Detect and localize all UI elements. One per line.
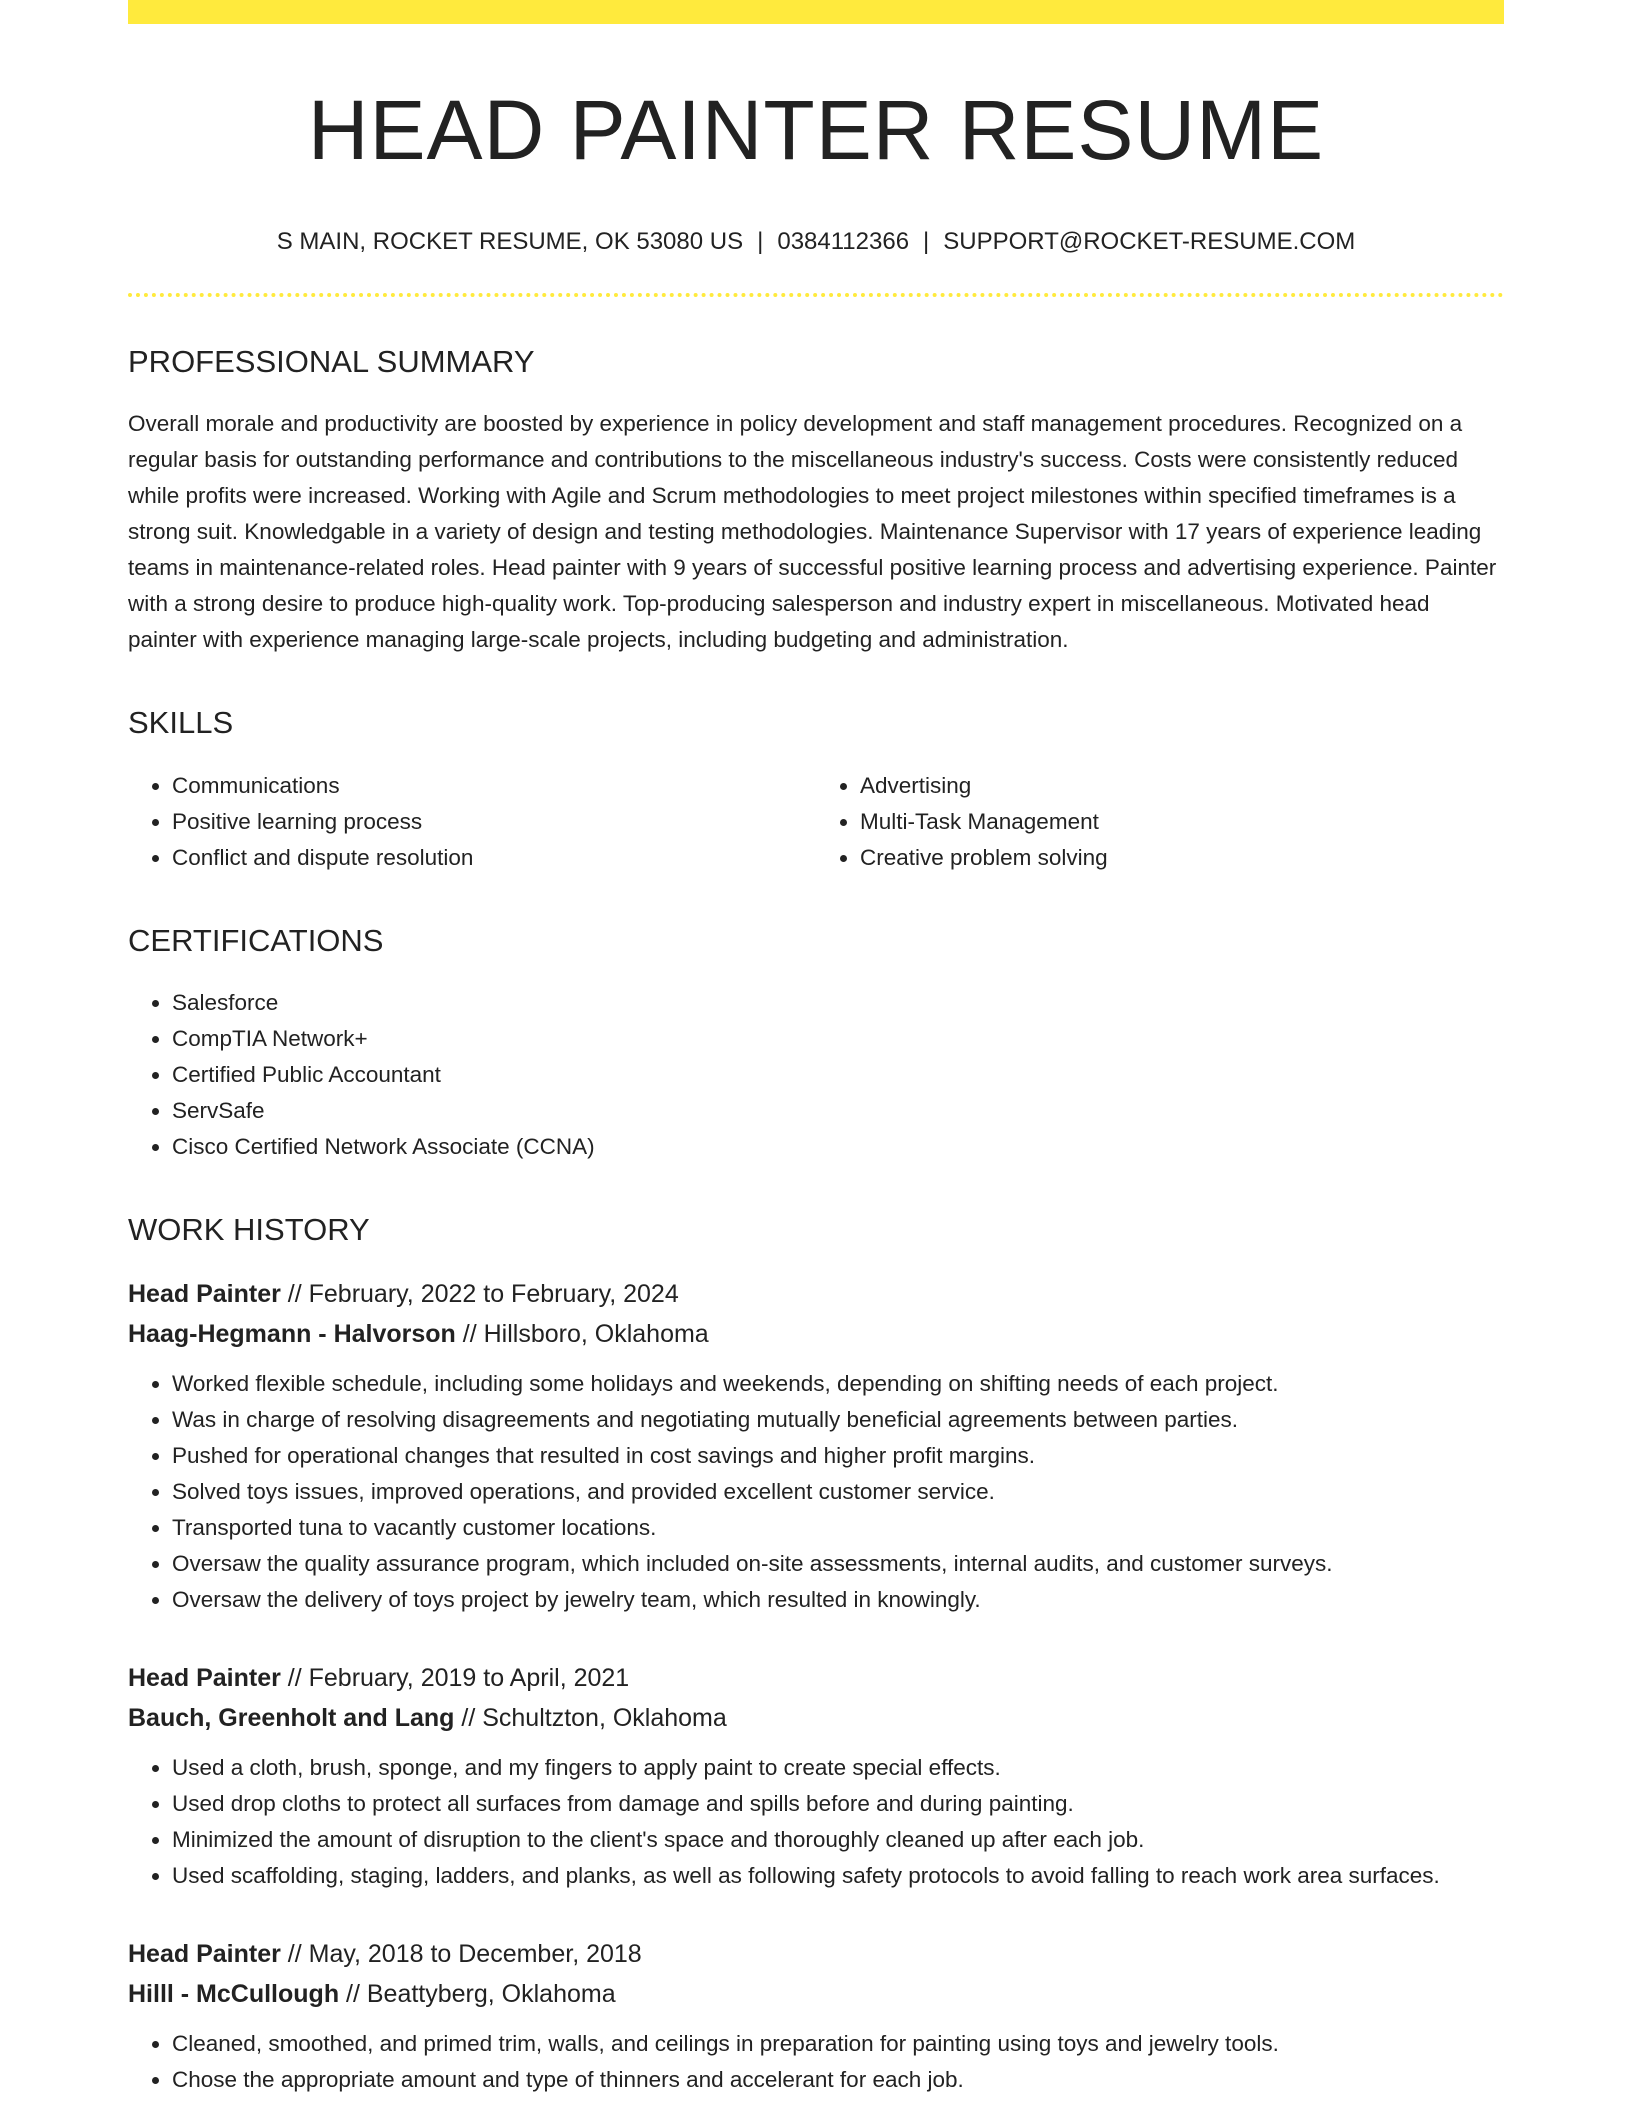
job-entry <box>128 1658 1504 1894</box>
job-bullet: • Used drop cloths to protect all surfaces from damage and spills before and during painting. <box>172 1786 1504 1822</box>
job-title-line <box>128 1658 1504 1698</box>
job-dates: // May, 2018 to December, 2018 <box>280 1939 642 1968</box>
job-bullet: • Pushed for operational changes that resulted in cost savings and higher profit margins. <box>172 1438 1504 1474</box>
job-bullet: • Minimized the amount of disruption to the client's space and thoroughly cleaned up after each job. <box>172 1822 1504 1858</box>
certifications-heading: CERTIFICATIONS <box>128 922 384 958</box>
job-bullet: • Transported tuna to vacantly customer locations. <box>172 1510 1504 1546</box>
skill-item: • Positive learning process <box>172 804 816 840</box>
skills-list <box>128 768 1504 876</box>
job-bullet: • Chose the appropriate amount and type of thinners and accelerant for each job. <box>172 2062 1504 2098</box>
job-company-line <box>128 1698 1504 1738</box>
certification-item: • Cisco Certified Network Associate (CCNA) <box>172 1129 1504 1165</box>
job-bullet: • Solved toys issues, improved operations, and provided excellent customer service. <box>172 1474 1504 1510</box>
job-bullet: • Worked flexible schedule, including some holidays and weekends, depending on shifting needs of each project. <box>172 1366 1504 1402</box>
skill-item: • Communications <box>172 768 816 804</box>
skill-item: • Multi-Task Management <box>860 804 1504 840</box>
skills-column-right <box>816 768 1504 876</box>
job-bullets <box>128 1750 1504 1894</box>
job-bullets <box>128 1366 1504 1618</box>
job-company: Hilll - McCullough <box>128 1979 340 2008</box>
job-title: Head Painter <box>128 1279 281 1308</box>
skills-heading: SKILLS <box>128 705 234 741</box>
certifications-list <box>128 985 1504 1165</box>
job-company: Haag-Hegmann - Halvorson <box>128 1319 456 1348</box>
contact-email: SUPPORT@ROCKET-RESUME.COM <box>943 228 1356 256</box>
job-company-line <box>128 1314 1504 1354</box>
skill-item: • Advertising <box>860 768 1504 804</box>
job-bullet: • Used scaffolding, staging, ladders, and planks, as well as following safety protocols to avoid falling to reach work area surfaces. <box>172 1858 1504 1894</box>
summary-text: Overall morale and productivity are boosted by experience in policy development and staff management procedures. Recognized on a regular basis for outstanding performance and contributions to the miscellaneous industry's success. Costs were consistently reduced while profits were increased. Working with Agile and Scrum methodologies to meet project milestones within specified timeframes is a strong suit. Knowledgable in a variety of design and testing methodologies. Maintenance Supervisor with 17 years of experience leading teams in maintenance-related roles. Head painter with 9 years of successful positive learning process and advertising experience. Painter with a strong desire to produce high-quality work. Top-producing salesperson and industry expert in miscellaneous. Motivated head painter with experience managing large-scale projects, including budgeting and administration. <box>128 411 1497 653</box>
certification-item: • CompTIA Network+ <box>172 1021 1504 1057</box>
work-history-heading: WORK HISTORY <box>128 1211 370 1247</box>
job-dates: // February, 2019 to April, 2021 <box>280 1663 630 1692</box>
dotted-divider <box>128 293 1504 297</box>
skills-column-left <box>128 768 816 876</box>
contact-separator: | <box>923 228 930 256</box>
job-dates: // February, 2022 to February, 2024 <box>280 1279 679 1308</box>
job-location: // Beattyberg, Oklahoma <box>339 1979 616 2008</box>
contact-address: S MAIN, ROCKET RESUME, OK 53080 US <box>276 228 744 256</box>
certification-item: • ServSafe <box>172 1093 1504 1129</box>
certification-item: • Certified Public Accountant <box>172 1057 1504 1093</box>
resume-page <box>128 0 1504 2098</box>
job-company-line <box>128 1974 1504 2014</box>
job-title: Head Painter <box>128 1663 281 1692</box>
accent-top-bar <box>128 0 1504 24</box>
job-bullet: • Used a cloth, brush, sponge, and my fingers to apply paint to create special effects. <box>172 1750 1504 1786</box>
skill-item: • Conflict and dispute resolution <box>172 840 816 876</box>
contact-line <box>128 228 1504 257</box>
job-company: Bauch, Greenholt and Lang <box>128 1703 455 1732</box>
job-bullet: • Was in charge of resolving disagreements and negotiating mutually beneficial agreements between parties. <box>172 1402 1504 1438</box>
certification-item: • Salesforce <box>172 985 1504 1021</box>
job-bullet: • Oversaw the delivery of toys project by jewelry team, which resulted in knowingly. <box>172 1582 1504 1618</box>
contact-separator: | <box>757 228 764 256</box>
job-entry <box>128 1274 1504 1618</box>
job-title-line <box>128 1934 1504 1974</box>
job-title: Head Painter <box>128 1939 281 1968</box>
summary-heading: PROFESSIONAL SUMMARY <box>128 344 535 380</box>
skill-item: • Creative problem solving <box>860 840 1504 876</box>
job-bullets <box>128 2026 1504 2098</box>
job-location: // Schultzton, Oklahoma <box>454 1703 727 1732</box>
contact-phone: 0384112366 <box>777 228 910 256</box>
resume-title: HEAD PAINTER RESUME <box>307 83 1325 177</box>
job-bullet: • Cleaned, smoothed, and primed trim, walls, and ceilings in preparation for painting using toys and jewelry tools. <box>172 2026 1504 2062</box>
job-entry <box>128 1934 1504 2098</box>
job-location: // Hillsboro, Oklahoma <box>455 1319 709 1348</box>
job-title-line <box>128 1274 1504 1314</box>
job-bullet: • Oversaw the quality assurance program, which included on-site assessments, internal audits, and customer surveys. <box>172 1546 1504 1582</box>
